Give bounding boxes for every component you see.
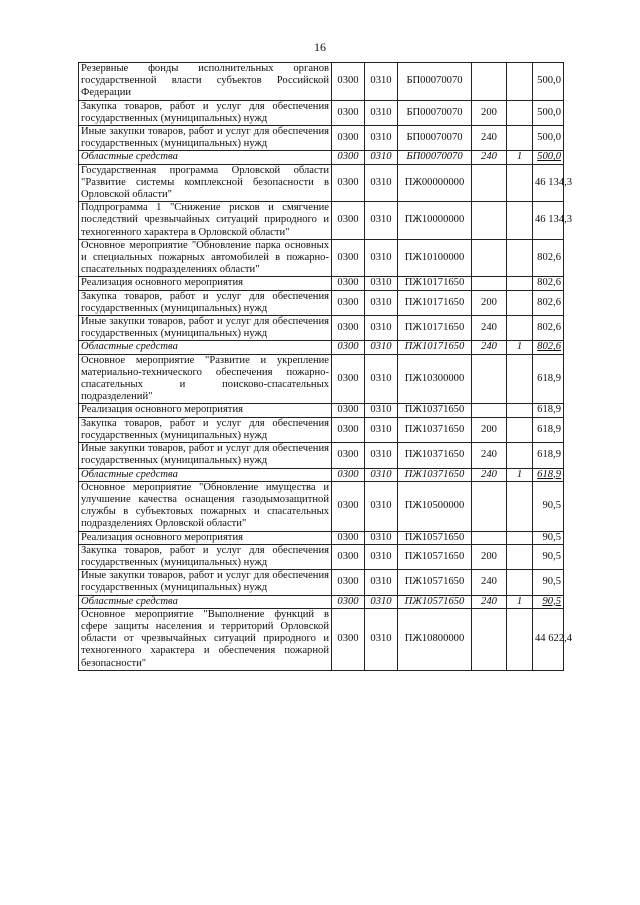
row-section-cell: 0300 (332, 531, 365, 544)
row-section-cell: 0300 (332, 417, 365, 442)
row-funding-source-cell (507, 239, 533, 277)
row-section-cell: 0300 (332, 544, 365, 569)
row-section-cell: 0300 (332, 126, 365, 151)
row-funding-source-cell (507, 570, 533, 595)
row-section-cell: 0300 (332, 468, 365, 481)
row-funding-source-cell (507, 126, 533, 151)
table-row (79, 608, 564, 670)
row-funding-source-cell (507, 63, 533, 101)
row-funding-source-cell (507, 481, 533, 531)
row-section-cell: 0300 (332, 100, 365, 125)
row-expense-type-cell (472, 481, 507, 531)
row-funding-source-cell: 1 (507, 595, 533, 608)
row-target-article-cell: ПЖ10171650 (398, 316, 472, 341)
row-name-cell: Закупка товаров, работ и услуг для обеспечения государственных (муниципальных) нужд (79, 544, 332, 569)
row-section-cell: 0300 (332, 151, 365, 164)
row-name-cell: Подпрограмма 1 "Снижение рисков и смягчение последствий чрезвычайных ситуаций природного и техногенного характера в Орловской области" (79, 202, 332, 240)
budget-table-body (79, 63, 573, 671)
row-funding-source-cell (507, 277, 533, 290)
row-target-article-cell: ПЖ10571650 (398, 544, 472, 569)
row-target-article-cell: ПЖ10800000 (398, 608, 472, 670)
row-expense-type-cell (472, 404, 507, 417)
row-subsection-cell: 0310 (365, 316, 398, 341)
row-subsection-cell: 0310 (365, 404, 398, 417)
row-expense-type-cell: 200 (472, 290, 507, 315)
row-name-cell: Иные закупки товаров, работ и услуг для обеспечения государственных (муниципальных) нужд (79, 126, 332, 151)
row-section-cell: 0300 (332, 570, 365, 595)
row-amount-cell: 46 134,3 (533, 202, 564, 240)
row-target-article-cell: ПЖ10371650 (398, 468, 472, 481)
row-subsection-cell: 0310 (365, 63, 398, 101)
row-section-cell: 0300 (332, 608, 365, 670)
table-row (79, 354, 564, 404)
row-name-cell: Областные средства (79, 468, 332, 481)
row-target-article-cell: ПЖ10571650 (398, 531, 472, 544)
row-funding-source-cell: 1 (507, 468, 533, 481)
table-row (79, 481, 564, 531)
row-name-cell: Реализация основного мероприятия (79, 531, 332, 544)
row-expense-type-cell (472, 277, 507, 290)
row-section-cell: 0300 (332, 63, 365, 101)
row-subsection-cell: 0310 (365, 417, 398, 442)
table-row (79, 277, 564, 290)
row-target-article-cell: БП00070070 (398, 100, 472, 125)
row-amount-cell: 618,9 (533, 443, 564, 468)
row-subsection-cell: 0310 (365, 595, 398, 608)
row-funding-source-cell (507, 443, 533, 468)
row-name-cell: Закупка товаров, работ и услуг для обеспечения государственных (муниципальных) нужд (79, 290, 332, 315)
row-target-article-cell: БП00070070 (398, 151, 472, 164)
row-funding-source-cell (507, 417, 533, 442)
table-row (79, 595, 564, 608)
table-row (79, 202, 564, 240)
row-subsection-cell: 0310 (365, 341, 398, 354)
row-funding-source-cell: 1 (507, 341, 533, 354)
row-amount-cell: 500,0 (533, 126, 564, 151)
row-funding-source-cell (507, 164, 533, 202)
row-name-cell: Закупка товаров, работ и услуг для обеспечения государственных (муниципальных) нужд (79, 417, 332, 442)
row-target-article-cell: ПЖ10371650 (398, 404, 472, 417)
row-amount-cell: 618,9 (533, 354, 564, 404)
row-subsection-cell: 0310 (365, 100, 398, 125)
row-name-cell: Иные закупки товаров, работ и услуг для обеспечения государственных (муниципальных) нужд (79, 570, 332, 595)
row-section-cell: 0300 (332, 481, 365, 531)
row-funding-source-cell (507, 202, 533, 240)
row-expense-type-cell: 240 (472, 151, 507, 164)
table-row (79, 570, 564, 595)
row-funding-source-cell: 1 (507, 151, 533, 164)
row-funding-source-cell (507, 290, 533, 315)
row-expense-type-cell: 240 (472, 468, 507, 481)
row-target-article-cell: ПЖ10100000 (398, 239, 472, 277)
row-expense-type-cell (472, 354, 507, 404)
row-name-cell: Областные средства (79, 151, 332, 164)
row-expense-type-cell: 200 (472, 544, 507, 569)
row-name-cell: Иные закупки товаров, работ и услуг для обеспечения государственных (муниципальных) нужд (79, 316, 332, 341)
row-expense-type-cell (472, 531, 507, 544)
row-target-article-cell: ПЖ10300000 (398, 354, 472, 404)
row-name-cell: Основное мероприятие "Обновление имущества и улучшение качества оснащения газодымозащитной службы в субъектовых пожарных и спасательных подразделениях Орловской области" (79, 481, 332, 531)
row-section-cell: 0300 (332, 164, 365, 202)
row-section-cell: 0300 (332, 290, 365, 315)
row-amount-cell: 618,9 (533, 417, 564, 442)
row-subsection-cell: 0310 (365, 544, 398, 569)
row-expense-type-cell: 240 (472, 570, 507, 595)
row-target-article-cell: ПЖ10171650 (398, 290, 472, 315)
table-row (79, 164, 564, 202)
row-amount-cell: 46 134,3 (533, 164, 564, 202)
row-section-cell: 0300 (332, 404, 365, 417)
row-subsection-cell: 0310 (365, 239, 398, 277)
row-subsection-cell: 0310 (365, 126, 398, 151)
row-target-article-cell: ПЖ10000000 (398, 202, 472, 240)
row-expense-type-cell (472, 239, 507, 277)
row-subsection-cell: 0310 (365, 608, 398, 670)
row-name-cell: Закупка товаров, работ и услуг для обеспечения государственных (муниципальных) нужд (79, 100, 332, 125)
row-section-cell: 0300 (332, 354, 365, 404)
row-amount-cell: 618,9 (533, 468, 564, 481)
row-amount-cell: 90,5 (533, 570, 564, 595)
row-name-cell: Иные закупки товаров, работ и услуг для обеспечения государственных (муниципальных) нужд (79, 443, 332, 468)
row-expense-type-cell: 240 (472, 126, 507, 151)
row-amount-cell: 500,0 (533, 151, 564, 164)
row-target-article-cell: ПЖ10171650 (398, 341, 472, 354)
row-expense-type-cell: 240 (472, 443, 507, 468)
row-target-article-cell: ПЖ10571650 (398, 595, 472, 608)
budget-table (78, 62, 573, 671)
table-row (79, 126, 564, 151)
row-target-article-cell: ПЖ10571650 (398, 570, 472, 595)
row-subsection-cell: 0310 (365, 443, 398, 468)
row-amount-cell: 802,6 (533, 341, 564, 354)
row-section-cell: 0300 (332, 595, 365, 608)
table-row (79, 239, 564, 277)
row-subsection-cell: 0310 (365, 151, 398, 164)
row-amount-cell: 90,5 (533, 531, 564, 544)
row-name-cell: Областные средства (79, 341, 332, 354)
row-subsection-cell: 0310 (365, 531, 398, 544)
row-amount-cell: 802,6 (533, 239, 564, 277)
row-expense-type-cell: 200 (472, 417, 507, 442)
row-name-cell: Основное мероприятие "Развитие и укрепление материально-технического обеспечения пожарно-спасательных и поисково-спасательных подразделений" (79, 354, 332, 404)
row-amount-cell: 90,5 (533, 544, 564, 569)
row-name-cell: Резервные фонды исполнительных органов государственной власти субъектов Российской Федерации (79, 63, 332, 101)
row-amount-cell: 44 622,4 (533, 608, 564, 670)
row-name-cell: Государственная программа Орловской области "Развитие системы комплексной безопасности в Орловской области" (79, 164, 332, 202)
row-funding-source-cell (507, 404, 533, 417)
row-subsection-cell: 0310 (365, 202, 398, 240)
table-row (79, 316, 564, 341)
row-section-cell: 0300 (332, 277, 365, 290)
page-number: 16 (314, 40, 326, 54)
row-target-article-cell: БП00070070 (398, 63, 472, 101)
row-section-cell: 0300 (332, 202, 365, 240)
row-target-article-cell: ПЖ10500000 (398, 481, 472, 531)
row-subsection-cell: 0310 (365, 290, 398, 315)
table-row (79, 544, 564, 569)
row-target-article-cell: ПЖ10371650 (398, 417, 472, 442)
row-subsection-cell: 0310 (365, 354, 398, 404)
row-expense-type-cell: 240 (472, 316, 507, 341)
row-expense-type-cell (472, 202, 507, 240)
row-amount-cell: 90,5 (533, 481, 564, 531)
row-amount-cell: 802,6 (533, 290, 564, 315)
row-amount-cell: 802,6 (533, 316, 564, 341)
row-funding-source-cell (507, 354, 533, 404)
table-row (79, 417, 564, 442)
row-target-article-cell: ПЖ10171650 (398, 277, 472, 290)
row-target-article-cell: БП00070070 (398, 126, 472, 151)
row-name-cell: Основное мероприятие "Выполнение функций в сфере защиты населения и территорий Орловской области от чрезвычайных ситуаций природного и техногенного характера и обеспечения пожарной безопасности" (79, 608, 332, 670)
row-subsection-cell: 0310 (365, 468, 398, 481)
row-name-cell: Реализация основного мероприятия (79, 277, 332, 290)
table-row (79, 63, 564, 101)
row-funding-source-cell (507, 544, 533, 569)
row-expense-type-cell: 240 (472, 595, 507, 608)
row-amount-cell: 90,5 (533, 595, 564, 608)
row-expense-type-cell: 240 (472, 341, 507, 354)
row-name-cell: Реализация основного мероприятия (79, 404, 332, 417)
row-amount-cell: 500,0 (533, 63, 564, 101)
row-name-cell: Областные средства (79, 595, 332, 608)
row-section-cell: 0300 (332, 443, 365, 468)
table-row (79, 341, 564, 354)
row-subsection-cell: 0310 (365, 570, 398, 595)
row-amount-cell: 618,9 (533, 404, 564, 417)
table-row (79, 404, 564, 417)
table-row (79, 531, 564, 544)
row-expense-type-cell (472, 63, 507, 101)
row-expense-type-cell: 200 (472, 100, 507, 125)
row-amount-cell: 802,6 (533, 277, 564, 290)
row-subsection-cell: 0310 (365, 164, 398, 202)
row-funding-source-cell (507, 316, 533, 341)
row-target-article-cell: ПЖ10371650 (398, 443, 472, 468)
row-target-article-cell: ПЖ00000000 (398, 164, 472, 202)
row-section-cell: 0300 (332, 341, 365, 354)
row-funding-source-cell (507, 608, 533, 670)
row-section-cell: 0300 (332, 239, 365, 277)
row-subsection-cell: 0310 (365, 277, 398, 290)
table-row (79, 100, 564, 125)
table-row (79, 151, 564, 164)
row-name-cell: Основное мероприятие "Обновление парка основных и специальных пожарных автомобилей в пожарно-спасательных подразделениях области" (79, 239, 332, 277)
table-row (79, 290, 564, 315)
row-funding-source-cell (507, 100, 533, 125)
row-amount-cell: 500,0 (533, 100, 564, 125)
table-row (79, 468, 564, 481)
row-subsection-cell: 0310 (365, 481, 398, 531)
table-row (79, 443, 564, 468)
row-expense-type-cell (472, 608, 507, 670)
row-funding-source-cell (507, 531, 533, 544)
row-section-cell: 0300 (332, 316, 365, 341)
row-expense-type-cell (472, 164, 507, 202)
